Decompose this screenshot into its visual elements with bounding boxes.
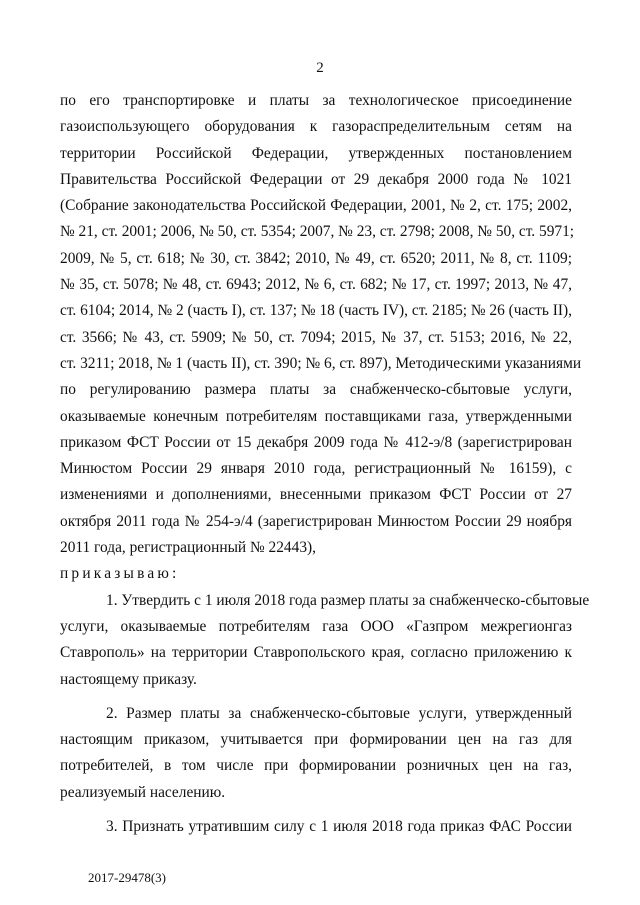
text-line: ст. 3566; № 43, ст. 5909; № 50, ст. 7094; 2015, № 37, ст. 5153; 2016, № 22, xyxy=(60,328,572,346)
document-body xyxy=(60,88,590,840)
text-line: 1. Утвердить с 1 июля 2018 года размер платы за снабженческо-сбытовые xyxy=(106,591,590,609)
text-line: октября 2011 года № 254-э/4 (зарегистрирован Минюстом России 29 ноября xyxy=(60,512,572,530)
text-line: Минюстом России 29 января 2010 года, регистрационный № 16159), с xyxy=(60,460,572,478)
text-line: 2. Размер платы за снабженческо-сбытовые услуги, утвержденный xyxy=(106,704,572,722)
text-line: ст. 6104; 2014, № 2 (часть I), ст. 137; № 18 (часть IV), ст. 2185; № 26 (часть II), xyxy=(60,302,572,320)
text-line: (Собрание законодательства Российской Федерации, 2001, № 2, ст. 175; 2002, xyxy=(60,197,572,215)
text-line: услуги, оказываемые потребителям газа ООО «Газпром межрегионгаз xyxy=(60,617,572,635)
text-line: № 21, ст. 2001; 2006, № 50, ст. 5354; 2007, № 23, ст. 2798; 2008, № 50, ст. 5971; xyxy=(60,223,575,241)
document-footer-code: 2017-29478(3) xyxy=(88,870,166,885)
paragraph-gap xyxy=(60,693,572,701)
text-line: № 35, ст. 5078; № 48, ст. 6943; 2012, № 6, ст. 682; № 17, ст. 1997; 2013, № 47, xyxy=(60,276,572,294)
text-line: по его транспортировке и платы за технологическое присоединение xyxy=(60,92,572,109)
text-line: изменениями и дополнениями, внесенными приказом ФСТ России от 27 xyxy=(60,486,572,504)
text-line: приказываю: xyxy=(60,565,180,583)
text-line: настоящим приказом, учитывается при формировании цен на газ для xyxy=(60,731,572,749)
text-line: Правительства Российской Федерации от 29 декабря 2000 года № 1021 xyxy=(60,170,572,188)
text-line: по регулированию размера платы за снабженческо-сбытовые услуги, xyxy=(60,381,572,399)
text-line: оказываемые конечным потребителям поставщиками газа, утвержденными xyxy=(60,407,572,425)
text-line: настоящему приказу. xyxy=(60,670,197,688)
text-line: приказом ФСТ России от 15 декабря 2009 года № 412-э/8 (зарегистрирован xyxy=(60,433,572,451)
text-line: реализуемый населению. xyxy=(60,783,226,801)
text-line: территории Российской Федерации, утвержденных постановлением xyxy=(60,144,572,162)
paragraph-gap xyxy=(60,806,572,814)
text-line: 2009, № 5, ст. 618; № 30, ст. 3842; 2010, № 49, ст. 6520; 2011, № 8, ст. 1109; xyxy=(60,249,572,267)
text-line: газоиспользующего оборудования к газораспределительным сетям на xyxy=(60,118,572,136)
text-line: 3. Признать утратившим силу с 1 июля 2018 года приказ ФАС России xyxy=(106,818,572,836)
text-line: ст. 3211; 2018, № 1 (часть II), ст. 390; № 6, ст. 897), Методическими указаниями xyxy=(60,354,582,372)
text-line: 2011 года, регистрационный № 22443), xyxy=(60,539,316,557)
text-line: потребителей, в том числе при формировании розничных цен на газ, xyxy=(60,757,572,775)
text-line: Ставрополь» на территории Ставропольского края, согласно приложению к xyxy=(60,644,572,662)
page-number: 2 xyxy=(316,60,324,76)
